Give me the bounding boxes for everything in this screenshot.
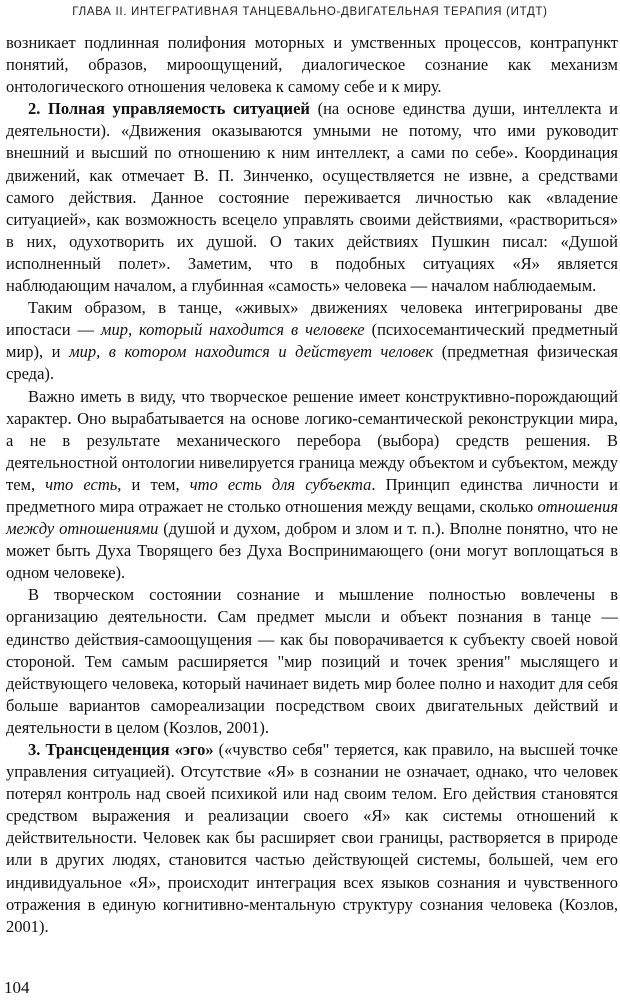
running-header: ГЛАВА II. ИНТЕГРАТИВНАЯ ТАНЦЕВАЛЬНО-ДВИГАТЕЛЬНАЯ ТЕРАПИЯ (ИТДТ) [72,6,548,18]
paragraph-text: (предметная физическая среда). [6,342,618,384]
page-number: 104 [4,978,30,997]
section-heading-2: 2. Полная управляемость ситуацией [28,99,310,119]
paragraph-continuation [6,32,618,98]
paragraph-text: («чувство себя" теряется, как правило, на высшей точке управления ситуацией). Отсутствие «Я» в сознании не означает, однако, что человек потерял контроль над своей психикой или над своим телом. Его действия становятся средством выражения и реализации своего «Я» как системы отношений к действительности. Человек как бы расширяет свои границы, растворяется в природе или в других людях, становится частью действующей системы, большей, чем его индивидуальное «Я», происходит интеграция всех языков сознания и чувственного отражения в единую когнитивно-ментальную структуру сознания человека (Козлов, 2001). [6,740,618,936]
paragraph-text: возникает подлинная полифония моторных и умственных процессов, контрапункт понятий, образов, мироощущений, диалогическое сознание как механизм онтологического отношения человека к самому себе и к миру. [6,33,618,97]
section-heading-3: 3. Трансценденция «эго» [28,740,214,759]
body-text [6,32,618,938]
emphasis-text: что есть для субъекта [189,474,372,494]
paragraph-text: . Принцип единства личности и предметного мира отражает не столько отношения между вещами, сколько [6,474,618,516]
emphasis-text: мир, в котором находится и действует человек [69,342,434,362]
paragraph-text: (психосемантический предметный мир), и [6,320,618,362]
paragraph-text: Важно иметь в виду, что творческое решение имеет конструктивно-порождающий характер. Оно вырабатывается на основе логико-семантической реконструкции мира, а не в результате механического перебора (выбора) средств решения. В деятельностной онтологии нивелируется граница между объектом и субъектом, между тем, [6,386,618,494]
emphasis-text: отношения между отношениями [6,496,618,539]
emphasis-text: что есть [45,474,118,494]
paragraph-text: Таким образом, в танце, «живых» движениях человека интегрированы две ипостаси — [6,298,618,340]
paragraph-two-hypostases [6,297,618,385]
paragraph-text: , и тем, [117,474,190,494]
paragraph-text: (душой и духом, добром и злом и т. п.). Вполне понятно, что не может быть Духа Творящего без Духа Воспринимающего (они могут воплощаться в одном человеке). [6,519,619,583]
paragraph-ego-transcendence [6,739,618,938]
paragraph-creative-solution [6,386,618,585]
paragraph-text: В творческом состоянии сознание и мышление полностью вовлечены в организацию деятельности. Сам предмет мысли и объект познания в танце — единство действия-самоощущения — как бы поворачивается к субъекту своей новой стороной. Тем самым расширяется "мир позиций и точек зрения" мыслящего и действующего человека, который начинает видеть мир более полно и находит для себя больше вариантов самореализации посредством своих двигательных действий и деятельности в целом (Козлов, 2001). [6,585,618,737]
paragraph-text: (на основе единства души, интеллекта и деятельности). «Движения оказываются умными не потому, что ими руководит внешний и высший по отношению к ним интеллект, а сами по себе». Координация движений, как отмечает В. П. Зинченко, осуществляется не извне, а средствами самого действия. Данное состояние переживается личностью как «владение ситуацией», как возможность всецело управлять своими действиями, «раствориться» в них, одухотворить их душой. О таких действиях Пушкин писал: «Душой исполненный полет». Заметим, что в подобных ситуациях «Я» является наблюдающим началом, а глубинная «самость» человека — началом наблюдаемым. [6,99,618,296]
paragraph-full-control [6,98,618,297]
paragraph-creative-state [6,584,618,739]
emphasis-text: мир, который находится в человеке [100,320,365,340]
